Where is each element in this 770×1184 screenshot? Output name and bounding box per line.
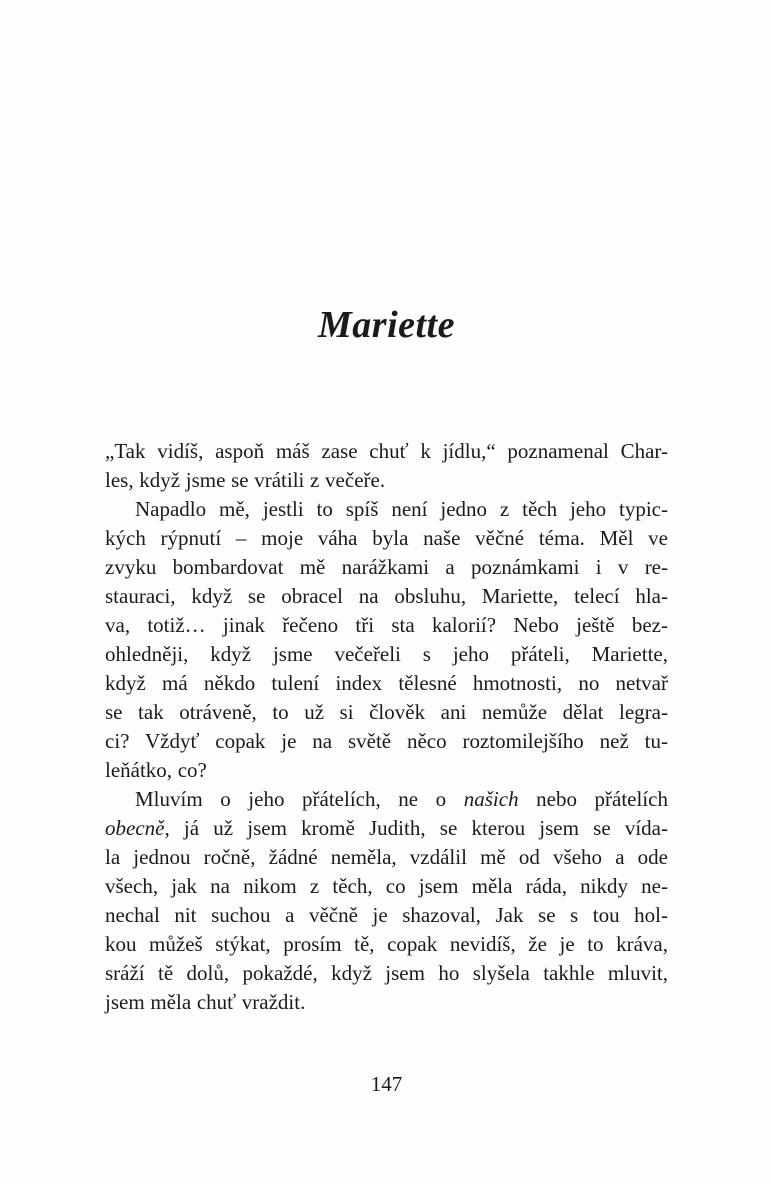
text-line: leňátko, co? bbox=[105, 758, 207, 782]
text-line: ci? Vždyť copak je na světě něco roztomilejšího než tu- bbox=[105, 729, 668, 753]
page-number: 147 bbox=[370, 1072, 403, 1096]
text-line: sráží tě dolů, pokaždé, když jsem ho slyšela takhle mluvit, bbox=[105, 961, 668, 985]
text-line: Napadlo mě, jestli to spíš není jedno z těch jeho typic- bbox=[135, 497, 668, 521]
chapter-title: Mariette bbox=[318, 304, 455, 346]
text-line: stauraci, když se obracel na obsluhu, Mariette, telecí hla- bbox=[105, 584, 668, 608]
text-line: jsem měla chuť vraždit. bbox=[105, 990, 306, 1014]
text-line: la jednou ročně, žádné neměla, vzdálil mě od všeho a ode bbox=[105, 845, 668, 869]
text-line: va, totiž… jinak řečeno tři sta kalorií? Nebo ještě bez- bbox=[105, 613, 668, 637]
text-line: kou můžeš stýkat, prosím tě, copak nevidíš, že je to kráva, bbox=[105, 932, 668, 956]
text-line: když má někdo tulení index tělesné hmotnosti, no netvař bbox=[105, 671, 668, 695]
text-line: ohledněji, když jsme večeřeli s jeho přáteli, Mariette, bbox=[105, 642, 668, 666]
body-text bbox=[105, 437, 668, 1017]
text-line: zvyku bombardovat mě narážkami a poznámkami i v re- bbox=[105, 555, 668, 579]
text-line: všech, jak na nikom z těch, co jsem měla ráda, nikdy ne- bbox=[105, 874, 668, 898]
text-line: nechal nit suchou a věčně je shazoval, Jak se s tou hol- bbox=[105, 903, 668, 927]
text-line: obecně, já už jsem kromě Judith, se kterou jsem se vída- bbox=[105, 816, 668, 840]
text-line: „Tak vidíš, aspoň máš zase chuť k jídlu,“ poznamenal Char- bbox=[105, 439, 668, 463]
text-line: les, když jsme se vrátili z večeře. bbox=[105, 468, 386, 492]
text-line: Mluvím o jeho přátelích, ne o našich nebo přátelích bbox=[135, 787, 668, 811]
text-line: se tak otráveně, to už si člověk ani nemůže dělat legra- bbox=[105, 700, 668, 724]
text-line: kých rýpnutí – moje váha byla naše věčné téma. Měl ve bbox=[105, 526, 668, 550]
